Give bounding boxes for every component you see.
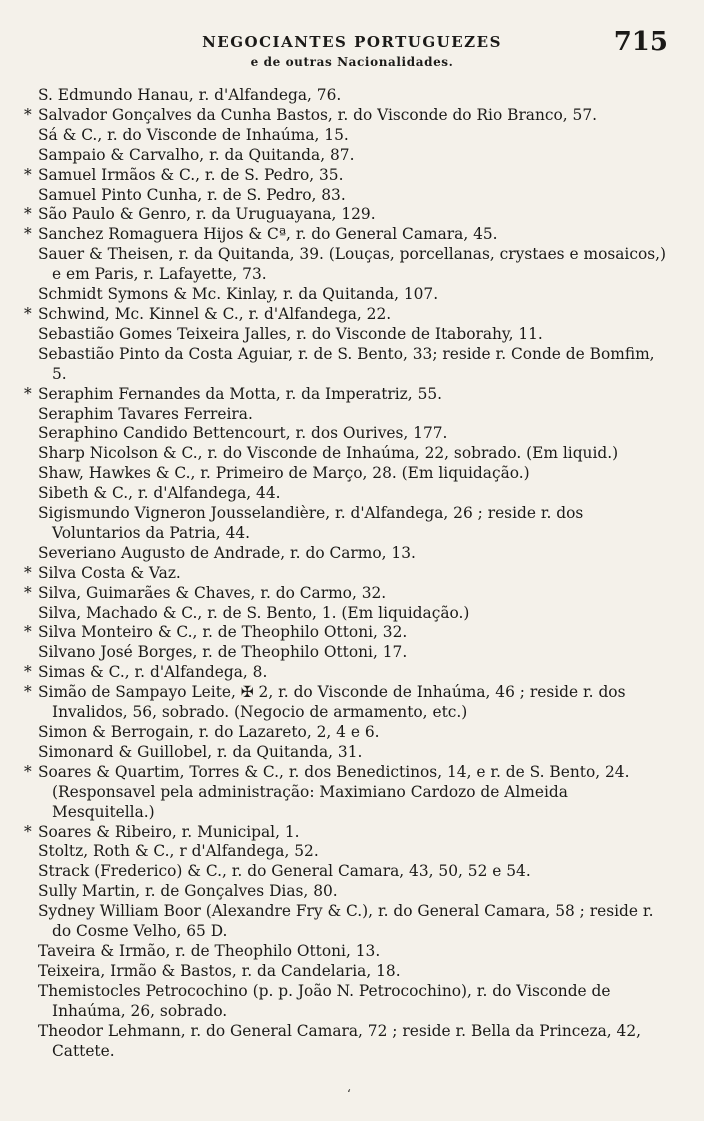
entry-star-mark: * <box>24 205 32 224</box>
entry-text: Stoltz, Roth & C., r d'Alfandega, 52. <box>38 842 319 861</box>
directory-entry <box>24 384 673 405</box>
entry-text: São Paulo & Genro, r. da Uruguayana, 129. <box>38 205 376 224</box>
entry-text: Samuel Irmãos & C., r. de S. Pedro, 35. <box>38 165 344 184</box>
entry-text: Silvano José Borges, r. de Theophilo Ottoni, 17. <box>38 643 408 662</box>
directory-entry <box>24 563 673 584</box>
entry-text: Shaw, Hawkes & C., r. Primeiro de Março, 28. (Em liquidação.) <box>38 464 530 483</box>
directory-entry <box>38 245 673 285</box>
directory-entry <box>24 663 673 683</box>
directory-entry <box>38 146 673 166</box>
directory-entry <box>38 862 673 882</box>
entry-text: Sauer & Theisen, r. da Quitanda, 39. (Louças, porcellanas, crystaes e mosaicos,) e em Paris, r. Lafayette, 73. <box>38 245 667 284</box>
directory-entry <box>38 604 673 624</box>
directory-entry <box>38 444 673 464</box>
directory-entry <box>24 623 673 643</box>
entry-star-mark: * <box>24 822 32 841</box>
entry-text: Simonard & Guillobel, r. da Quitanda, 31. <box>38 742 363 761</box>
entry-star-mark: * <box>24 623 32 642</box>
directory-entry <box>38 484 673 504</box>
entry-text: Teixeira, Irmão & Bastos, r. da Candelaria, 18. <box>38 961 401 980</box>
entry-text: Sá & C., r. do Visconde de Inhaúma, 15. <box>38 125 349 144</box>
directory-entry <box>38 842 673 862</box>
entry-text: Samuel Pinto Cunha, r. de S. Pedro, 83. <box>38 185 346 204</box>
entry-text: Seraphim Tavares Ferreira. <box>38 404 253 423</box>
entry-text: Silva Monteiro & C., r. de Theophilo Ottoni, 32. <box>38 623 408 642</box>
directory-entry <box>24 583 673 604</box>
directory-entry <box>38 464 673 484</box>
entry-text: Sully Martin, r. de Gonçalves Dias, 80. <box>38 882 338 901</box>
directory-entry <box>38 1022 673 1062</box>
directory-entry <box>38 405 673 425</box>
page-subheading: e de outras Nacionalidades. <box>250 55 454 69</box>
entry-text: Sharp Nicolson & C., r. do Visconde de Inhaúma, 22, sobrado. (Em liquid.) <box>38 444 619 463</box>
entry-text: Sanchez Romaguera Hijos & Cª, r. do General Camara, 45. <box>38 225 498 244</box>
directory-entry <box>38 504 673 544</box>
entry-list <box>24 86 673 1061</box>
directory-entry <box>38 325 673 345</box>
directory-entry <box>38 285 673 305</box>
directory-entry <box>38 126 673 146</box>
entry-text: Sampaio & Carvalho, r. da Quitanda, 87. <box>38 145 355 164</box>
entry-star-mark: * <box>24 663 32 682</box>
entry-text: Themistocles Petrocochino (p. p. João N. Petrocochino), r. do Visconde de Inhaúma, 26, sobrado. <box>38 981 611 1020</box>
entry-text: Schmidt Symons & Mc. Kinlay, r. da Quitanda, 107. <box>38 285 439 304</box>
entry-text: Soares & Ribeiro, r. Municipal, 1. <box>38 822 300 841</box>
directory-entry <box>38 544 673 564</box>
entry-text: Sibeth & C., r. d'Alfandega, 44. <box>38 484 281 503</box>
entry-text: Sydney William Boor (Alexandre Fry & C.), r. do General Camara, 58 ; reside r. do Cosme Velho, 65 D. <box>38 902 654 941</box>
entry-text: Simon & Berrogain, r. do Lazareto, 2, 4 e 6. <box>38 723 380 741</box>
directory-entry <box>24 225 673 245</box>
footer-mark: ‘ <box>347 1087 351 1101</box>
entry-star-mark: * <box>24 225 32 244</box>
entry-text: Silva, Guimarães & Chaves, r. do Carmo, 32. <box>38 583 387 602</box>
entry-text: Strack (Frederico) & C., r. do General Camara, 43, 50, 52 e 54. <box>38 862 531 881</box>
entry-text: Silva, Machado & C., r. de S. Bento, 1. (Em liquidação.) <box>38 603 470 622</box>
directory-entry <box>38 345 673 385</box>
directory-entry <box>24 822 673 843</box>
entry-text: S. Edmundo Hanau, r. d'Alfandega, 76. <box>38 86 342 104</box>
entry-text: Theodor Lehmann, r. do General Camara, 72 ; reside r. Bella da Princeza, 42, Cattete. <box>38 1021 642 1060</box>
entry-star-mark: * <box>24 683 32 702</box>
directory-entry <box>38 186 673 206</box>
entry-star-mark: * <box>24 762 32 781</box>
directory-entry <box>38 902 673 942</box>
entry-text: Soares & Quartim, Torres & C., r. dos Benedictinos, 14, e r. de S. Bento, 24. (Responsavel pela administração: Maximiano Cardozo de Almeida Mesquitella.) <box>38 762 630 821</box>
entry-text: Simas & C., r. d'Alfandega, 8. <box>38 663 268 682</box>
entry-star-mark: * <box>24 563 32 582</box>
directory-entry <box>24 165 673 186</box>
directory-entry <box>38 743 673 763</box>
entry-star-mark: * <box>24 384 32 403</box>
page-heading: NEGOCIANTES PORTUGUEZES <box>202 33 502 51</box>
entry-text: Sebastião Gomes Teixeira Jalles, r. do Visconde de Itaborahy, 11. <box>38 324 543 343</box>
entry-text: Seraphino Candido Bettencourt, r. dos Ourives, 177. <box>38 424 448 443</box>
entry-star-mark: * <box>24 165 32 184</box>
entry-text: Sebastião Pinto da Costa Aguiar, r. de S. Bento, 33; reside r. Conde de Bomfim, 5. <box>38 344 655 383</box>
directory-entry <box>38 982 673 1022</box>
directory-entry <box>24 762 673 823</box>
directory-entry <box>38 424 673 444</box>
directory-entry <box>24 683 673 723</box>
directory-entry <box>38 882 673 902</box>
entry-text: Salvador Gonçalves da Cunha Bastos, r. do Visconde do Rio Branco, 57. <box>38 105 598 124</box>
directory-entry <box>24 304 673 325</box>
directory-entry <box>38 86 673 106</box>
entry-text: Schwind, Mc. Kinnel & C., r. d'Alfandega, 22. <box>38 304 392 323</box>
entry-text: Silva Costa & Vaz. <box>38 563 181 582</box>
directory-entry <box>38 643 673 663</box>
directory-entry <box>38 962 673 982</box>
entry-star-mark: * <box>24 583 32 602</box>
entry-text: Simão de Sampayo Leite, ✠ 2, r. do Visconde de Inhaúma, 46 ; reside r. dos Invalidos, 56, sobrado. (Negocio de armamento, etc.) <box>38 683 626 722</box>
entry-star-mark: * <box>24 304 32 323</box>
entry-star-mark: * <box>24 105 32 124</box>
entry-text: Severiano Augusto de Andrade, r. do Carmo, 13. <box>38 543 416 562</box>
page-number: 715 <box>613 27 668 57</box>
entry-text: Seraphim Fernandes da Motta, r. da Imperatriz, 55. <box>38 384 443 403</box>
directory-entry <box>38 942 673 962</box>
directory-entry <box>38 723 673 743</box>
entry-text: Sigismundo Vigneron Jousselandière, r. d'Alfandega, 26 ; reside r. dos Voluntarios da Patria, 44. <box>38 504 584 542</box>
entry-text: Taveira & Irmão, r. de Theophilo Ottoni, 13. <box>38 941 381 960</box>
directory-entry <box>24 205 673 225</box>
directory-entry <box>24 105 673 126</box>
